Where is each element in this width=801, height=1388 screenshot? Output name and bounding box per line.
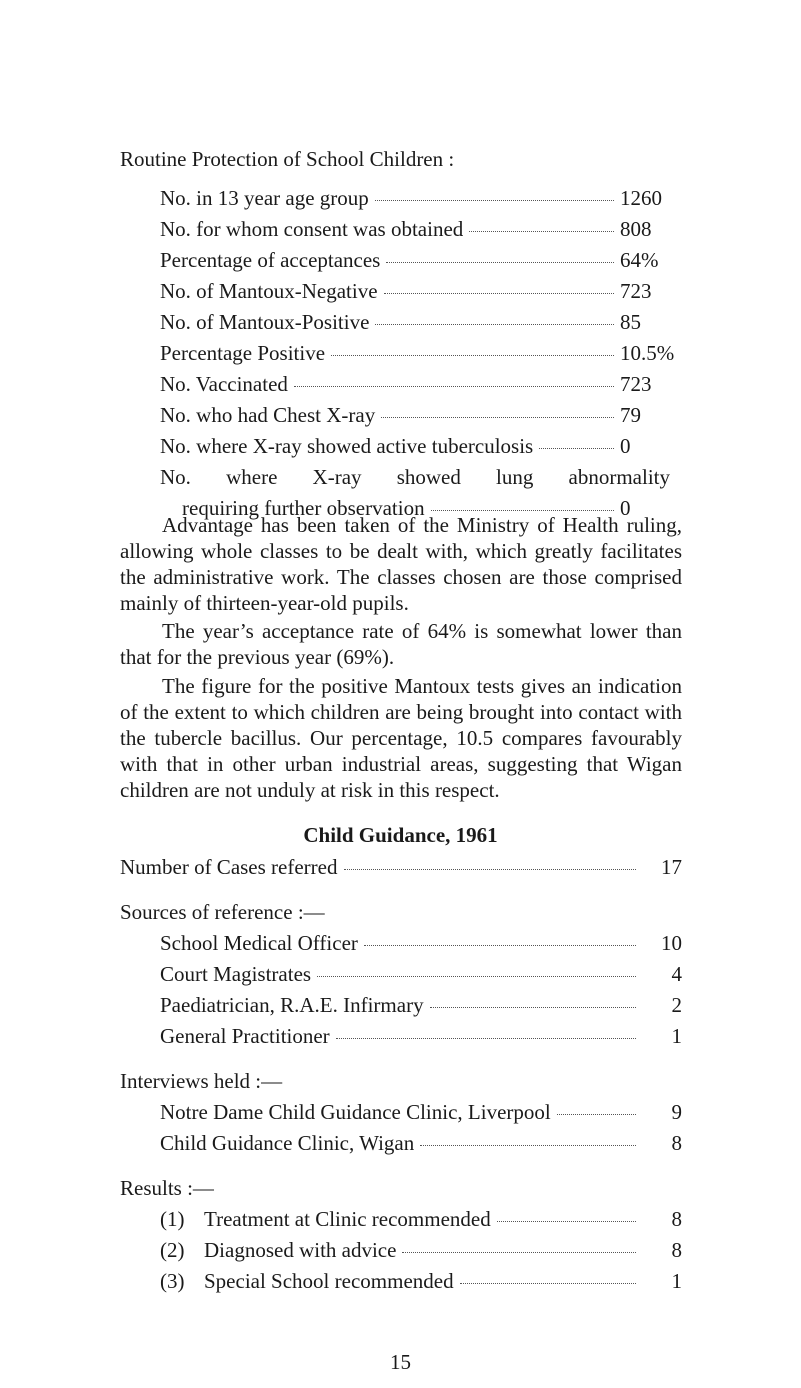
source-label: School Medical Officer <box>160 931 358 955</box>
stat-label: No. of Mantoux-Negative <box>160 279 378 303</box>
result-label: Diagnosed with advice <box>204 1238 397 1262</box>
stat-value: 723 <box>620 279 652 303</box>
leader-dots <box>431 510 614 511</box>
section-heading: Routine Protection of School Children : <box>120 147 455 171</box>
statistics-list <box>160 186 680 527</box>
leader-dots <box>497 1221 636 1222</box>
stat-label-line2: requiring further observation <box>182 496 425 520</box>
stat-row <box>160 279 680 310</box>
leader-dots <box>336 1038 636 1039</box>
stat-row <box>160 341 680 372</box>
sources-heading-text: Sources of reference :— <box>120 900 325 924</box>
cases-label: Number of Cases referred <box>120 855 338 879</box>
interview-label: Child Guidance Clinic, Wigan <box>160 1131 415 1155</box>
stat-value: 79 <box>620 403 641 427</box>
leader-dots <box>344 869 637 870</box>
leader-dots <box>386 262 614 263</box>
stat-value: 723 <box>620 372 652 396</box>
interviews-list <box>120 1100 682 1162</box>
interview-row <box>160 1100 682 1131</box>
leader-dots <box>420 1145 636 1146</box>
source-value: 1 <box>671 1024 682 1048</box>
cases-row <box>120 855 682 886</box>
result-row <box>160 1207 682 1238</box>
stat-row <box>160 403 680 434</box>
stat-row <box>160 372 680 403</box>
paragraph-acceptance-rate <box>120 618 682 670</box>
paragraph-mantoux-figure <box>120 673 682 803</box>
result-number: (3) <box>160 1269 185 1293</box>
paragraph-text: The figure for the positive Mantoux tests gives an indication of the extent to which children are being brought into contact with the tubercle bacillus. Our percentage, 10.5 compares favourably with that in other urban industrial areas, suggesting that Wigan children are not unduly at risk in this respect. <box>120 674 682 802</box>
stat-label: No. for whom consent was obtained <box>160 217 464 241</box>
stat-label: No. of Mantoux-Positive <box>160 310 370 334</box>
stat-row <box>160 217 680 248</box>
results-heading-text: Results :— <box>120 1176 214 1200</box>
source-label: Paediatrician, R.A.E. Infirmary <box>160 993 424 1017</box>
result-number: (2) <box>160 1238 185 1262</box>
stat-value: 64% <box>620 248 659 272</box>
result-value: 8 <box>671 1238 682 1262</box>
result-label: Treatment at Clinic recommended <box>204 1207 491 1231</box>
source-value: 2 <box>671 993 682 1017</box>
leader-dots <box>331 355 614 356</box>
stat-value: 1260 <box>620 186 662 210</box>
interview-value: 9 <box>671 1100 682 1124</box>
sources-heading <box>120 900 682 931</box>
source-row <box>160 1024 682 1055</box>
stat-value: 10.5% <box>620 341 675 365</box>
sources-list <box>120 931 682 1055</box>
leader-dots <box>294 386 614 387</box>
stat-row <box>160 310 680 341</box>
interview-value: 8 <box>671 1131 682 1155</box>
leader-dots <box>381 417 614 418</box>
leader-dots <box>375 200 614 201</box>
child-guidance-title: Child Guidance, 1961 <box>303 823 498 847</box>
stat-label: No. where X-ray showed active tuberculosis <box>160 434 534 458</box>
interviews-heading-text: Interviews held :— <box>120 1069 283 1093</box>
result-row <box>160 1238 682 1269</box>
stat-label: Percentage Positive <box>160 341 326 365</box>
leader-dots <box>469 231 614 232</box>
interviews-heading <box>120 1069 682 1100</box>
stat-value: 85 <box>620 310 641 334</box>
paragraph-text: Advantage has been taken of the Ministry of Health ruling, allowing whole classes to be dealt with, which greatly facilitates the administrative work. The classes chosen are those comprised mainly of thirteen-year-old pupils. <box>120 513 682 615</box>
results-list <box>120 1207 682 1300</box>
result-number: (1) <box>160 1207 185 1231</box>
stat-value: 0 <box>620 496 631 520</box>
leader-dots <box>317 976 636 977</box>
source-value: 4 <box>671 962 682 986</box>
interview-row <box>160 1131 682 1162</box>
stat-value: 808 <box>620 217 652 241</box>
leader-dots <box>375 324 614 325</box>
result-value: 1 <box>671 1269 682 1293</box>
stat-row <box>160 434 680 465</box>
stat-label: No. who had Chest X-ray <box>160 403 376 427</box>
paragraph-ministry-ruling <box>120 512 682 616</box>
stat-label: No. Vaccinated <box>160 372 288 396</box>
result-value: 8 <box>671 1207 682 1231</box>
source-value: 10 <box>661 931 682 955</box>
result-row <box>160 1269 682 1300</box>
source-row <box>160 931 682 962</box>
result-label: Special School recommended <box>204 1269 454 1293</box>
source-row <box>160 962 682 993</box>
cases-value: 17 <box>661 855 682 879</box>
source-row <box>160 993 682 1024</box>
source-label: General Practitioner <box>160 1024 330 1048</box>
interview-label: Notre Dame Child Guidance Clinic, Liverpool <box>160 1100 551 1124</box>
leader-dots <box>557 1114 636 1115</box>
paragraph-text: The year’s acceptance rate of 64% is somewhat lower than that for the previous year (69%). <box>120 619 682 669</box>
leader-dots <box>460 1283 636 1284</box>
source-label: Court Magistrates <box>160 962 312 986</box>
leader-dots <box>430 1007 636 1008</box>
stat-row <box>160 186 680 217</box>
stat-label: Percentage of acceptances <box>160 248 381 272</box>
leader-dots <box>539 448 614 449</box>
leader-dots <box>364 945 636 946</box>
leader-dots <box>402 1252 636 1253</box>
child-guidance-section <box>120 855 682 1300</box>
stat-label: No. in 13 year age group <box>160 186 369 210</box>
stat-label-line1: No. where X-ray showed lung abnormality <box>160 465 670 489</box>
stat-row <box>160 248 680 279</box>
results-heading <box>120 1176 682 1207</box>
stat-value: 0 <box>620 434 631 458</box>
page-number: 15 <box>390 1350 411 1374</box>
leader-dots <box>384 293 614 294</box>
